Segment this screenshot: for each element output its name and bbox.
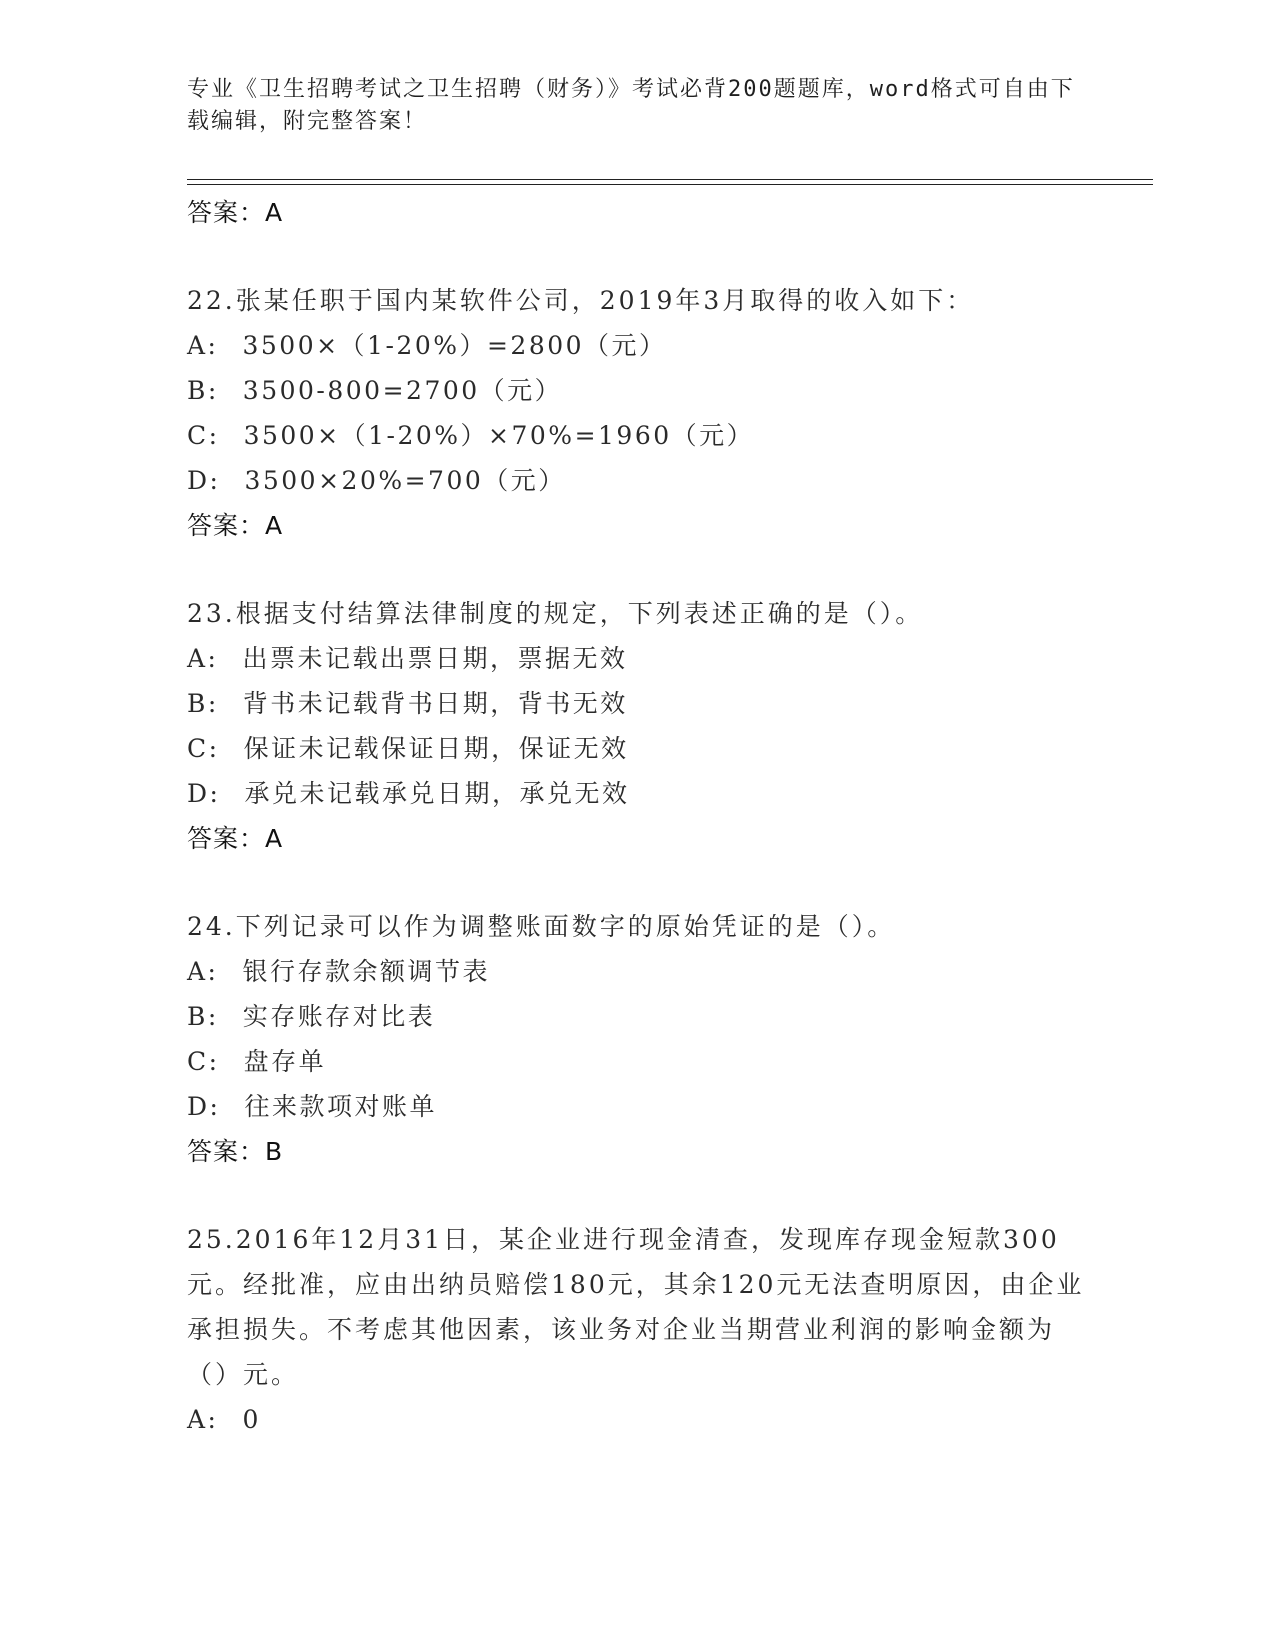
header-divider — [187, 179, 1153, 180]
option-d — [187, 1084, 1087, 1129]
option-letter: B: — [187, 689, 219, 718]
document-body — [187, 190, 1087, 1442]
question-text: 23.根据支付结算法律制度的规定，下列表述正确的是（）。 — [187, 599, 924, 628]
option-d — [187, 771, 1087, 816]
option-text: 承兑未记载承兑日期，承兑无效 — [244, 779, 630, 808]
option-b — [187, 994, 1087, 1039]
option-text: 出票未记载出票日期，票据无效 — [242, 644, 628, 673]
answer-line: 答案：A — [187, 198, 284, 227]
option-letter: A: — [187, 331, 219, 360]
option-letter: A: — [187, 1405, 219, 1434]
option-c — [187, 726, 1087, 771]
question-text: 22.张某任职于国内某软件公司，2019年3月取得的收入如下： — [187, 286, 975, 315]
option-letter: D: — [187, 466, 221, 495]
spacer — [187, 549, 1087, 591]
option-letter: A: — [187, 644, 219, 673]
question-text: 24.下列记录可以作为调整账面数字的原始凭证的是（）。 — [187, 912, 896, 941]
option-text: 保证未记载保证日期，保证无效 — [243, 734, 629, 763]
option-c — [187, 1039, 1087, 1084]
option-a — [187, 1397, 1087, 1442]
option-c — [187, 413, 1087, 458]
option-letter: C: — [187, 734, 220, 763]
option-text: 背书未记载背书日期，背书无效 — [242, 689, 628, 718]
option-letter: A: — [187, 957, 219, 986]
answer-line: 答案：A — [187, 511, 284, 540]
answer-line: 答案：B — [187, 1137, 284, 1166]
spacer — [187, 1175, 1087, 1217]
spacer — [187, 236, 1087, 278]
option-letter: B: — [187, 1002, 219, 1031]
option-text: 银行存款余额调节表 — [242, 957, 490, 986]
question-text: 25.2016年12月31日，某企业进行现金清查，发现库存现金短款300元。经批准，应由出纳员赔偿180元，其余120元无法查明原因，由企业承担损失。不考虑其他因素，该业务对企业当期营业利润的影响金额为（）元。 — [187, 1225, 1085, 1389]
option-b — [187, 368, 1087, 413]
option-a — [187, 636, 1087, 681]
option-d — [187, 458, 1087, 503]
option-letter: B: — [187, 376, 219, 405]
option-letter: D: — [187, 1092, 221, 1121]
document-header: 专业《卫生招聘考试之卫生招聘（财务）》考试必背200题题库，word格式可自由下载编辑，附完整答案！ — [187, 77, 1075, 134]
option-text: 盘存单 — [243, 1047, 327, 1076]
spacer — [187, 862, 1087, 904]
answer-line: 答案：A — [187, 824, 284, 853]
option-a — [187, 949, 1087, 994]
option-text: 3500×20%=700（元） — [244, 466, 566, 495]
option-a — [187, 323, 1087, 368]
header-divider-second — [187, 184, 1153, 185]
option-text: 3500×（1-20%）=2800（元） — [242, 331, 667, 360]
option-text: 实存账存对比表 — [242, 1002, 436, 1031]
option-text: 3500-800=2700（元） — [242, 376, 563, 405]
option-b — [187, 681, 1087, 726]
option-text: 往来款项对账单 — [244, 1092, 437, 1121]
option-text: 0 — [242, 1405, 261, 1434]
option-letter: D: — [187, 779, 221, 808]
option-text: 3500×（1-20%）×70%=1960（元） — [243, 421, 755, 450]
option-letter: C: — [187, 421, 220, 450]
option-letter: C: — [187, 1047, 220, 1076]
